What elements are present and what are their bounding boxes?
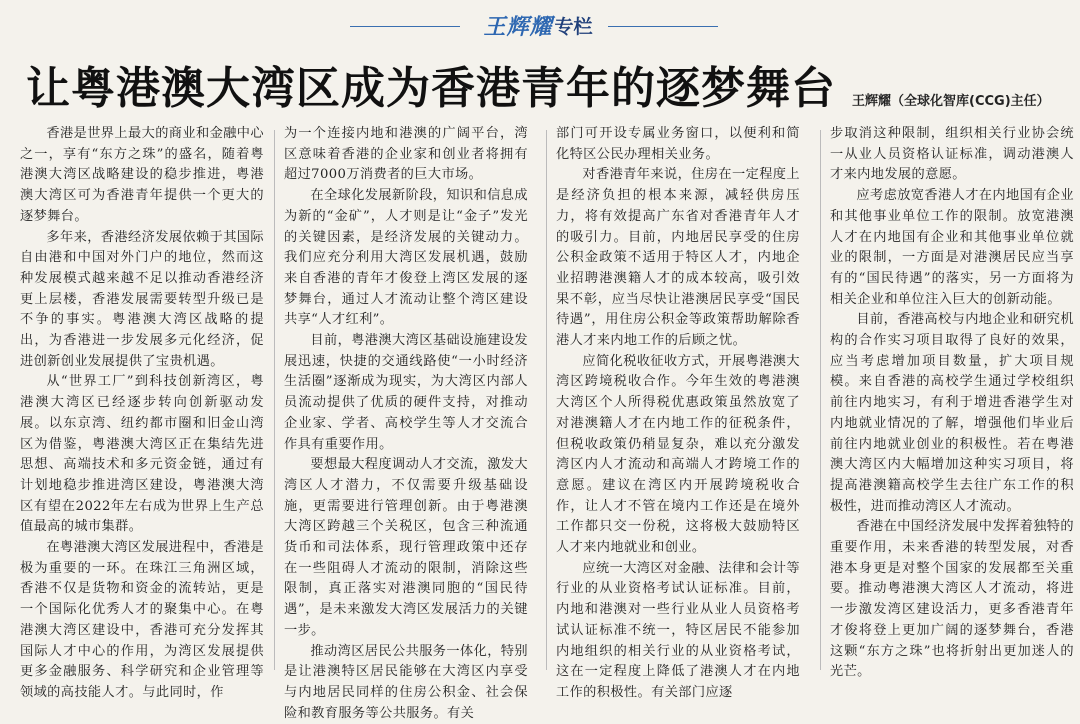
paragraph: 在粤港澳大湾区发展进程中，香港是极为重要的一环。在珠江三角洲区域，香港不仅是货物和资金的流转站，更是一个国际化优秀人才的聚集中心。在粤港澳大湾区建设中，香港可充分发挥其国际人才中心的作用，为湾区发展提供更多金融服务、科学研究和企业管理等领域的高技能人才。与此同时，作 — [20, 540, 264, 700]
text-column-1 — [20, 124, 264, 700]
paragraph: 要想最大程度调动人才交流，激发大湾区人才潜力，不仅需要升级基础设施，更需要进行管理创新。由于粤港澳大湾区跨越三个关税区，包含三种流通货币和司法体系，现行管理政策中还存在一些阻碍人才流动的限制，消除这些限制，真正落实对港澳同胞的“国民待遇”，是未来激发大湾区发展活力的关键一步。 — [284, 457, 528, 638]
column-divider — [546, 130, 547, 670]
paragraph: 目前，香港高校与内地企业和研究机构的合作实习项目取得了良好的效果，应当考虑增加项目数量，扩大项目规模。来自香港的高校学生通过学校组织前往内地实习，有利于增进香港学生对内地就业情况的了解，增强他们毕业后前往内地就业创业的积极性。若在粤港澳大湾区内大幅增加这种实习项目，将提高港澳籍高校学生去往广东工作的积极性，进而推动湾区人才流动。 — [830, 312, 1074, 514]
paragraph: 应考虑放宽香港人才在内地国有企业和其他事业单位工作的限制。放宽港澳人才在内地国有企业和其他事业单位就业的限制，一方面是对港澳居民应当享有的“国民待遇”的落实，另一方面将为相关企业和单位注入巨大的创新动能。 — [830, 188, 1074, 307]
paragraph: 香港在中国经济发展中发挥着独特的重要作用，未来香港的转型发展，对香港本身更是对整个国家的发展都至关重要。推动粤港澳大湾区人才流动，将进一步激发湾区建设活力，更多香港青年才俊将登上更加广阔的逐梦舞台，香港这颗“东方之珠”也将折射出更加迷人的光芒。 — [830, 519, 1074, 680]
column-header — [0, 0, 1080, 46]
paragraph: 应简化税收征收方式，开展粤港澳大湾区跨境税收合作。今年生效的粤港澳大湾区个人所得税优惠政策虽然放宽了对港澳籍人才在内地工作的征税条件，但税收政策仍稍显复杂，难以充分激发湾区内人才流动和高端人才跨境工作的意愿。建议在湾区内开展跨境税收合作，让人才不管在境内工作还是在境外工作都只交一份税，这将极大鼓励特区人才来内地就业和创业。 — [556, 353, 800, 556]
paragraph: 推动湾区居民公共服务一体化，特别是让港澳特区居民能够在大湾区内享受与内地居民同样的住房公积金、社会保险和教育服务等公共服务。有关 — [284, 643, 528, 721]
paragraph-continued: 步取消这种限制，组织相关行业协会统一从业人员资格认证标准，调动港澳人才来内地发展的意愿。 — [830, 126, 1074, 183]
text-column-3 — [556, 124, 800, 700]
paragraph: 香港是世界上最大的商业和金融中心之一，享有“东方之珠”的盛名，随着粤港澳大湾区战略建设的稳步推进，粤港澳大湾区可为香港青年提供一个更大的逐梦舞台。 — [20, 126, 264, 224]
paragraph: 多年来，香港经济发展依赖于其国际自由港和中国对外门户的地位，然而这种发展模式越来越不足以推动香港经济更上层楼，香港发展需要转型升级已是不争的事实。粤港澳大湾区战略的提出，为香港进一步发展多元化经济，促进创新创业发展提供了宝贵机遇。 — [20, 229, 264, 369]
headline: 让粤港澳大湾区成为香港青年的逐梦舞台 — [26, 63, 836, 114]
paragraph-continued: 为一个连接内地和港澳的广阔平台，湾区意味着香港的企业家和创业者将拥有超过7000万消费者的巨大市场。 — [284, 126, 528, 183]
article-body — [20, 124, 1074, 721]
paragraph: 在全球化发展新阶段，知识和信息成为新的“金矿”，人才则是让“金子”发光的关键因素，是经济发展的关键动力。我们应充分利用大湾区发展机遇，鼓励来自香港的青年才俊登上湾区发展的逐梦舞台，通过人才流动让整个湾区建设共享“人才红利”。 — [284, 188, 528, 328]
column-divider — [274, 130, 275, 670]
header-rule-right — [608, 26, 718, 27]
paragraph: 从“世界工厂”到科技创新湾区，粤港澳大湾区已经逐步转向创新驱动发展。以东京湾、纽约都市圈和旧金山湾区为借鉴，粤港澳大湾区正在集结先进思想、高端技术和多元资金链，通过有计划地稳步推进湾区建设，粤港澳大湾区有望在2022年左右成为世界上生产总值最高的城市集群。 — [20, 374, 264, 535]
byline: 王辉耀（全球化智库(CCG)主任） — [852, 94, 1050, 109]
header-rule-left — [350, 26, 460, 27]
paragraph: 对香港青年来说，住房在一定程度上是经济负担的根本来源，减轻供房压力，将有效提高广东省对香港青年人才的吸引力。目前，内地居民享受的住房公积金政策不适用于特区人才，内地企业招聘港澳籍人才的成本较高，吸引效果不彰，应当尽快让港澳居民享受“国民待遇”，用住房公积金等政策帮助解除香港人才来内地工作的后顾之忧。 — [556, 167, 800, 349]
text-column-4 — [830, 124, 1074, 680]
column-name — [470, 8, 606, 42]
text-column-2 — [284, 124, 528, 721]
paragraph: 应统一大湾区对金融、法律和会计等行业的从业资格考试认证标准。目前，内地和港澳对一些行业从业人员资格考试认证标准不统一，特区居民不能参加内地组织的相关行业的从业资格考试，这在一定程度上降低了港澳人才在内地工作的积极性。有关部门应逐 — [556, 560, 800, 700]
column-suffix: 专栏 — [554, 15, 593, 38]
paragraph-continued: 部门可开设专属业务窗口，以便利和简化特区公民办理相关业务。 — [556, 126, 800, 162]
column-author-stylized: 王辉耀 — [483, 13, 553, 40]
column-divider — [820, 130, 821, 670]
paragraph: 目前，粤港澳大湾区基础设施建设发展迅速，快捷的交通线路使“一小时经济生活圈”逐渐成为现实，为大湾区内部人员流动提供了优质的硬件支持，对推动企业家、学者、高校学生等人才交流合作具有重要作用。 — [284, 333, 528, 452]
